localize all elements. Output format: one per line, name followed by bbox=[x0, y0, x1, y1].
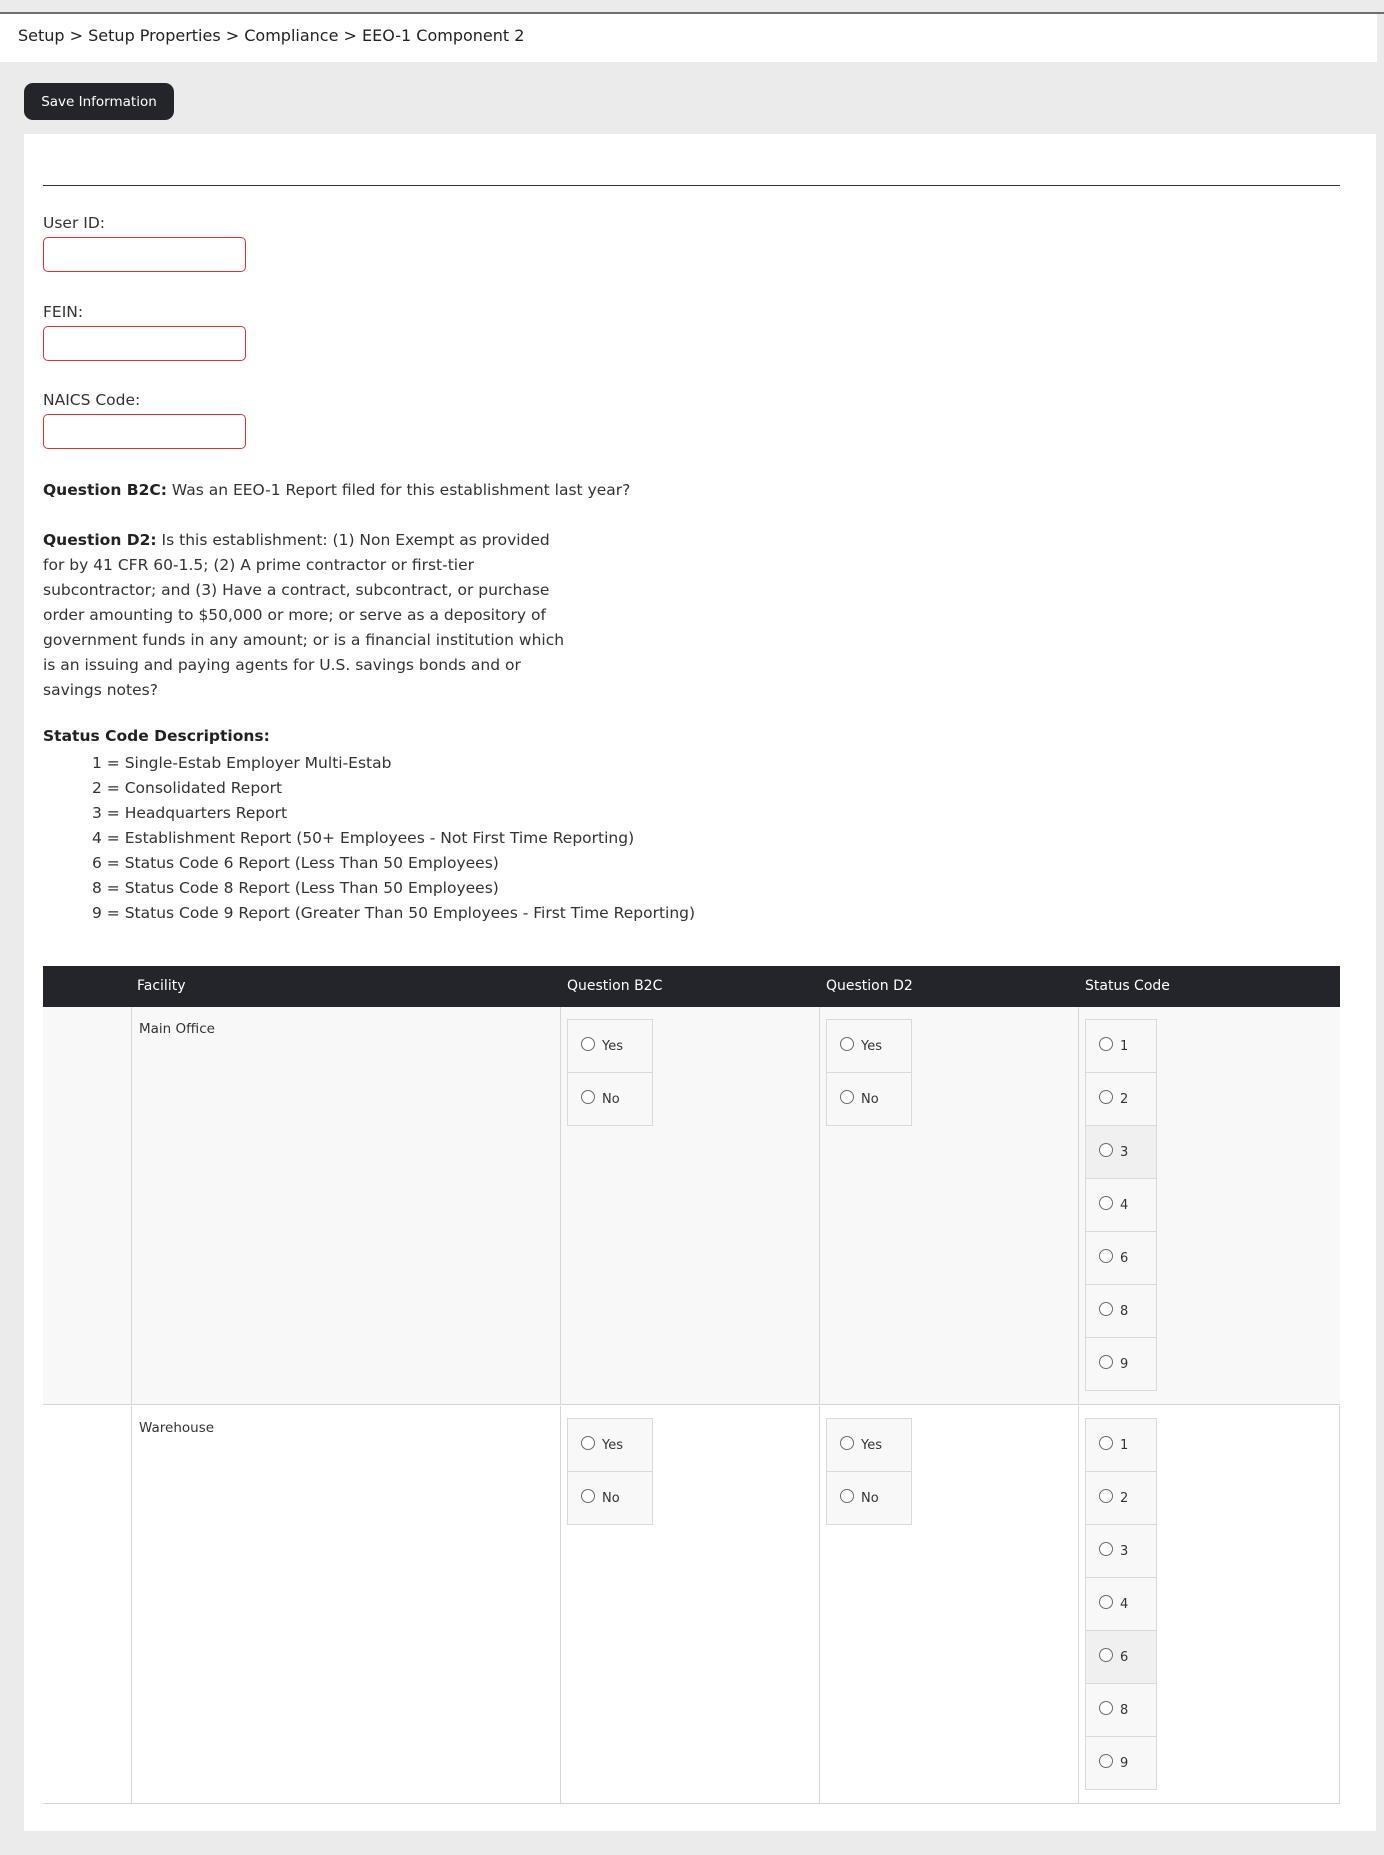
status-code-option[interactable] bbox=[1085, 1337, 1157, 1391]
radio-label: Yes bbox=[602, 1038, 623, 1054]
radio-label: Yes bbox=[861, 1038, 882, 1054]
status-code-option[interactable] bbox=[1085, 1683, 1157, 1737]
status-code-item: 3 = Headquarters Report bbox=[92, 804, 288, 822]
radio-label: 8 bbox=[1120, 1303, 1129, 1319]
question-d2-no-option[interactable] bbox=[826, 1072, 912, 1126]
radio-button[interactable] bbox=[1099, 1355, 1113, 1369]
radio-button[interactable] bbox=[1099, 1754, 1113, 1768]
top-bar bbox=[0, 0, 1384, 14]
radio-label: 1 bbox=[1120, 1437, 1129, 1453]
radio-button[interactable] bbox=[1099, 1542, 1113, 1556]
column-divider bbox=[819, 1406, 820, 1803]
naics-code-input[interactable] bbox=[43, 414, 246, 449]
user-id-label: User ID: bbox=[43, 214, 105, 232]
radio-button[interactable] bbox=[1099, 1489, 1113, 1503]
radio-label: 9 bbox=[1120, 1356, 1129, 1372]
radio-button[interactable] bbox=[581, 1090, 595, 1104]
column-header-status-code: Status Code bbox=[1085, 978, 1170, 994]
status-code-option[interactable] bbox=[1085, 1072, 1157, 1126]
radio-button[interactable] bbox=[1099, 1302, 1113, 1316]
status-code-list bbox=[92, 751, 695, 926]
question-d2-no-option[interactable] bbox=[826, 1471, 912, 1525]
radio-button[interactable] bbox=[1099, 1249, 1113, 1263]
question-b2c-radio-group bbox=[567, 1019, 653, 1126]
radio-button[interactable] bbox=[840, 1090, 854, 1104]
status-code-option[interactable] bbox=[1085, 1418, 1157, 1472]
question-b2c-label: Question B2C: bbox=[43, 481, 167, 499]
radio-label: Yes bbox=[861, 1437, 882, 1453]
column-divider bbox=[1078, 1007, 1079, 1404]
radio-label: 3 bbox=[1120, 1543, 1129, 1559]
status-code-option[interactable] bbox=[1085, 1471, 1157, 1525]
radio-label: 2 bbox=[1120, 1091, 1129, 1107]
status-code-item: 4 = Establishment Report (50+ Employees - Not First Time Reporting) bbox=[92, 829, 635, 847]
radio-label: 8 bbox=[1120, 1702, 1129, 1718]
radio-label: No bbox=[861, 1091, 879, 1107]
radio-button[interactable] bbox=[1099, 1196, 1113, 1210]
question-b2c bbox=[43, 478, 630, 503]
status-code-radio-group bbox=[1085, 1418, 1157, 1790]
status-code-option[interactable] bbox=[1085, 1577, 1157, 1631]
question-b2c-text: Was an EEO-1 Report filed for this establishment last year? bbox=[166, 481, 631, 499]
facility-name: Warehouse bbox=[139, 1420, 215, 1436]
table-row bbox=[43, 1007, 1340, 1405]
status-code-option[interactable] bbox=[1085, 1178, 1157, 1232]
radio-button[interactable] bbox=[1099, 1595, 1113, 1609]
radio-label: 2 bbox=[1120, 1490, 1129, 1506]
table-row bbox=[43, 1406, 1340, 1804]
fein-input[interactable] bbox=[43, 326, 246, 361]
column-divider bbox=[131, 1007, 132, 1404]
question-d2-radio-group bbox=[826, 1418, 912, 1525]
breadcrumb: Setup > Setup Properties > Compliance > EEO-1 Component 2 bbox=[0, 14, 1377, 62]
status-code-option[interactable] bbox=[1085, 1630, 1157, 1684]
question-d2-yes-option[interactable] bbox=[826, 1019, 912, 1073]
column-divider bbox=[819, 1007, 820, 1404]
radio-button[interactable] bbox=[581, 1436, 595, 1450]
column-divider bbox=[1078, 1406, 1079, 1803]
radio-button[interactable] bbox=[581, 1489, 595, 1503]
question-b2c-no-option[interactable] bbox=[567, 1471, 653, 1525]
column-divider bbox=[560, 1406, 561, 1803]
radio-button[interactable] bbox=[1099, 1090, 1113, 1104]
status-code-item: 1 = Single-Estab Employer Multi-Estab bbox=[92, 754, 392, 772]
column-header-question-b2c: Question B2C bbox=[567, 978, 663, 994]
naics-code-label: NAICS Code: bbox=[43, 391, 141, 409]
question-d2-text: Is this establishment: (1) Non Exempt as provided for by 41 CFR 60-1.5; (2) A prime contractor or first-tier subcontractor; and (3) Have a contract, subcontract, or purchase order amounting to $50,000 or more; or serve as a depository of government funds in any amount; or is a financial institution which is an issuing and paying agents for U.S. savings bonds and or savings notes? bbox=[43, 531, 565, 699]
radio-label: 1 bbox=[1120, 1038, 1129, 1054]
radio-button[interactable] bbox=[1099, 1143, 1113, 1157]
radio-button[interactable] bbox=[840, 1436, 854, 1450]
divider bbox=[43, 185, 1340, 186]
radio-button[interactable] bbox=[581, 1037, 595, 1051]
radio-button[interactable] bbox=[840, 1489, 854, 1503]
column-header-question-d2: Question D2 bbox=[826, 978, 913, 994]
radio-label: 6 bbox=[1120, 1649, 1129, 1665]
question-b2c-radio-group bbox=[567, 1418, 653, 1525]
radio-label: No bbox=[602, 1490, 620, 1506]
question-b2c-yes-option[interactable] bbox=[567, 1019, 653, 1073]
radio-button[interactable] bbox=[1099, 1037, 1113, 1051]
radio-button[interactable] bbox=[1099, 1701, 1113, 1715]
column-divider bbox=[560, 1007, 561, 1404]
status-code-item: 2 = Consolidated Report bbox=[92, 779, 283, 797]
radio-button[interactable] bbox=[1099, 1648, 1113, 1662]
status-code-option[interactable] bbox=[1085, 1736, 1157, 1790]
status-code-item: 6 = Status Code 6 Report (Less Than 50 Employees) bbox=[92, 854, 499, 872]
radio-label: Yes bbox=[602, 1437, 623, 1453]
radio-label: 4 bbox=[1120, 1596, 1129, 1612]
radio-label: 9 bbox=[1120, 1755, 1129, 1771]
question-d2-radio-group bbox=[826, 1019, 912, 1126]
radio-button[interactable] bbox=[1099, 1436, 1113, 1450]
radio-label: No bbox=[861, 1490, 879, 1506]
status-code-option[interactable] bbox=[1085, 1019, 1157, 1073]
status-code-descriptions-title: Status Code Descriptions: bbox=[43, 727, 270, 745]
status-code-option[interactable] bbox=[1085, 1524, 1157, 1578]
save-information-button[interactable]: Save Information bbox=[24, 83, 174, 120]
fein-label: FEIN: bbox=[43, 303, 84, 321]
radio-label: 6 bbox=[1120, 1250, 1129, 1266]
status-code-option[interactable] bbox=[1085, 1125, 1157, 1179]
radio-label: No bbox=[602, 1091, 620, 1107]
status-code-item: 9 = Status Code 9 Report (Greater Than 50 Employees - First Time Reporting) bbox=[92, 904, 696, 922]
status-code-item: 8 = Status Code 8 Report (Less Than 50 Employees) bbox=[92, 879, 499, 897]
question-b2c-no-option[interactable] bbox=[567, 1072, 653, 1126]
user-id-input[interactable] bbox=[43, 237, 246, 272]
facility-name: Main Office bbox=[139, 1021, 215, 1037]
status-code-option[interactable] bbox=[1085, 1284, 1157, 1338]
question-d2 bbox=[43, 528, 573, 703]
question-d2-label: Question D2: bbox=[43, 531, 157, 549]
radio-label: 4 bbox=[1120, 1197, 1129, 1213]
column-header-facility: Facility bbox=[137, 978, 186, 994]
column-divider bbox=[1339, 1406, 1340, 1803]
question-b2c-yes-option[interactable] bbox=[567, 1418, 653, 1472]
table-header bbox=[43, 966, 1340, 1007]
status-code-option[interactable] bbox=[1085, 1231, 1157, 1285]
question-d2-yes-option[interactable] bbox=[826, 1418, 912, 1472]
radio-button[interactable] bbox=[840, 1037, 854, 1051]
form-panel bbox=[24, 134, 1376, 1831]
radio-label: 3 bbox=[1120, 1144, 1129, 1160]
column-divider bbox=[131, 1406, 132, 1803]
status-code-radio-group bbox=[1085, 1019, 1157, 1391]
